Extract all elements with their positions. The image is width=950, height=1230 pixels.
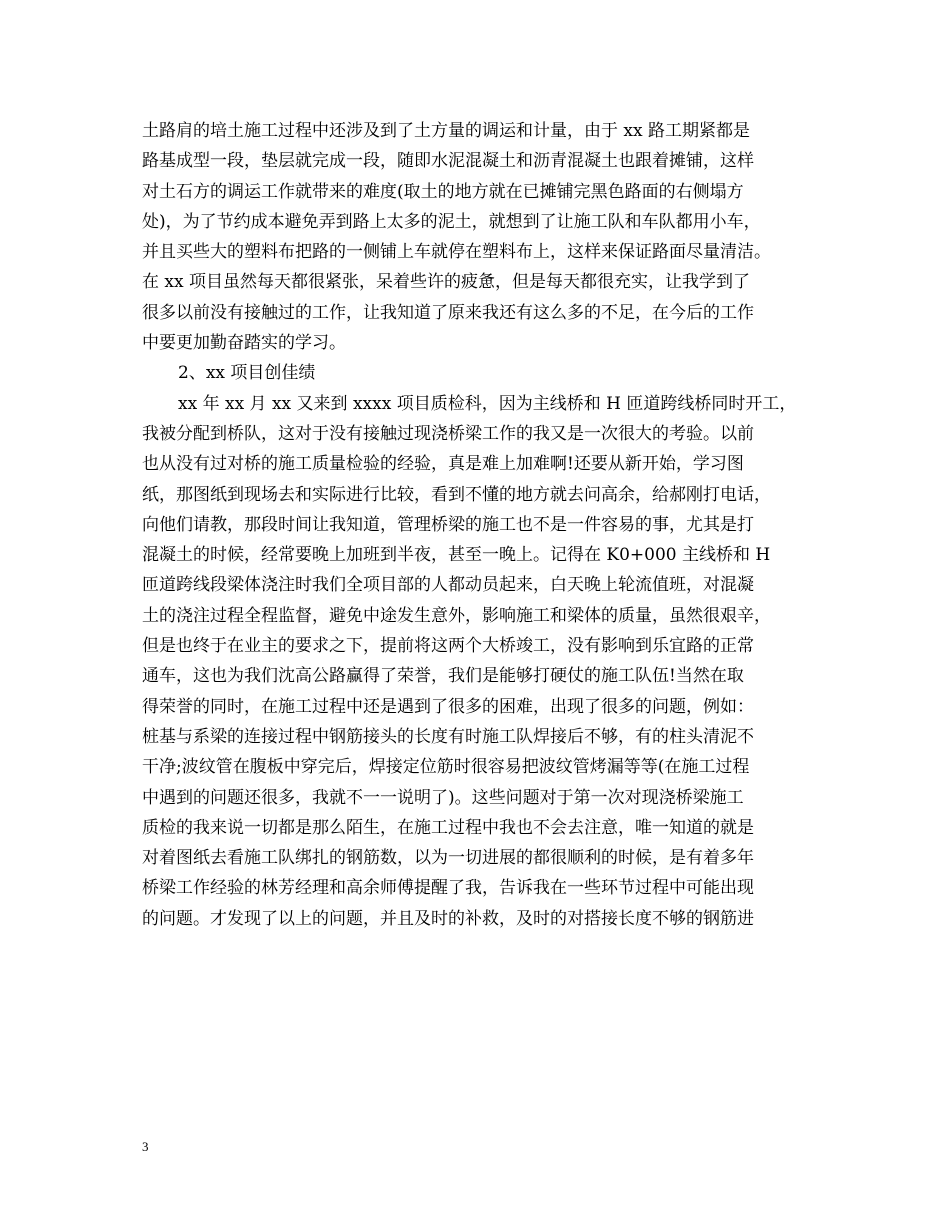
text-line: 的问题。才发现了以上的问题，并且及时的补救，及时的对搭接长度不够的钢筋进 <box>142 908 754 929</box>
text-line: 通车，这也为我们沈高公路赢得了荣誉，我们是能够打硬仗的施工队伍!当然在取 <box>142 666 744 687</box>
page-number: 3 <box>142 1139 149 1154</box>
text-line: 干净;波纹管在腹板中穿完后，焊接定位筋时很容易把波纹管烤漏等等(在施工过程 <box>142 757 750 778</box>
text-line: 但是也终于在业主的要求之下，提前将这两个大桥竣工，没有影响到乐宜路的正常 <box>142 636 754 657</box>
text-line: 桩基与系梁的连接过程中钢筋接头的长度有时施工队焊接后不够，有的柱头清泥不 <box>142 726 754 747</box>
body-text <box>142 116 822 934</box>
text-line: 中要更加勤奋踏实的学习。 <box>142 333 346 354</box>
text-line: 中遇到的问题还很多，我就不一一说明了)。这些问题对于第一次对现浇桥梁施工 <box>142 787 744 808</box>
text-line: 路基成型一段，垫层就完成一段，随即水泥混凝土和沥青混凝土也跟着摊铺，这样 <box>142 151 754 172</box>
text-line: 我被分配到桥队，这对于没有接触过现浇桥梁工作的我又是一次很大的考验。以前 <box>142 423 754 444</box>
text-line: 得荣誉的同时，在施工过程中还是遇到了很多的困难，出现了很多的问题，例如： <box>142 696 754 717</box>
text-line: 也从没有过对桥的施工质量检验的经验，真是难上加难啊!还要从新开始，学习图 <box>142 454 744 475</box>
text-line: 在 xx 项目虽然每天都很紧张，呆着些许的疲惫，但是每天都很充实，让我学到了 <box>142 272 750 293</box>
text-line: 土的浇注过程全程监督，避免中途发生意外，影响施工和梁体的质量，虽然很艰辛， <box>142 605 771 626</box>
text-line: 对着图纸去看施工队绑扎的钢筋数，以为一切进展的都很顺利的时候，是有着多年 <box>142 848 754 869</box>
text-line: 对土石方的调运工作就带来的难度(取土的地方就在已摊铺完黑色路面的右侧塌方 <box>142 181 744 202</box>
text-line: 很多以前没有接触过的工作，让我知道了原来我还有这么多的不足，在今后的工作 <box>142 302 754 323</box>
section-heading: 2、xx 项目创佳绩 <box>178 363 316 384</box>
text-line: 桥梁工作经验的林芳经理和高余师傅提醒了我，告诉我在一些环节过程中可能出现 <box>142 878 754 899</box>
text-line: 质检的我来说一切都是那么陌生，在施工过程中我也不会去注意，唯一知道的就是 <box>142 817 754 838</box>
text-line: 处)，为了节约成本避免弄到路上太多的泥土，就想到了让施工队和车队都用小车， <box>142 211 761 232</box>
text-line: 混凝土的时候，经常要晚上加班到半夜，甚至一晚上。记得在 K0+000 主线桥和 H <box>142 545 771 566</box>
text-line: 纸，那图纸到现场去和实际进行比较，看到不懂的地方就去问高余，给郝刚打电话， <box>142 484 771 505</box>
text-line: xx 年 xx 月 xx 又来到 xxxx 项目质检科，因为主线桥和 H 匝道跨线桥同时开工， <box>178 393 797 414</box>
text-line: 土路肩的培土施工过程中还涉及到了土方量的调运和计量，由于 xx 路工期紧都是 <box>142 121 750 141</box>
text-line: 并且买些大的塑料布把路的一侧铺上车就停在塑料布上，这样来保证路面尽量清洁。 <box>142 242 771 263</box>
text-line: 匝道跨线段梁体浇注时我们全项目部的人都动员起来，白天晚上轮流值班，对混凝 <box>142 575 754 596</box>
text-line: 向他们请教，那段时间让我知道，管理桥梁的施工也不是一件容易的事，尤其是打 <box>142 514 754 535</box>
